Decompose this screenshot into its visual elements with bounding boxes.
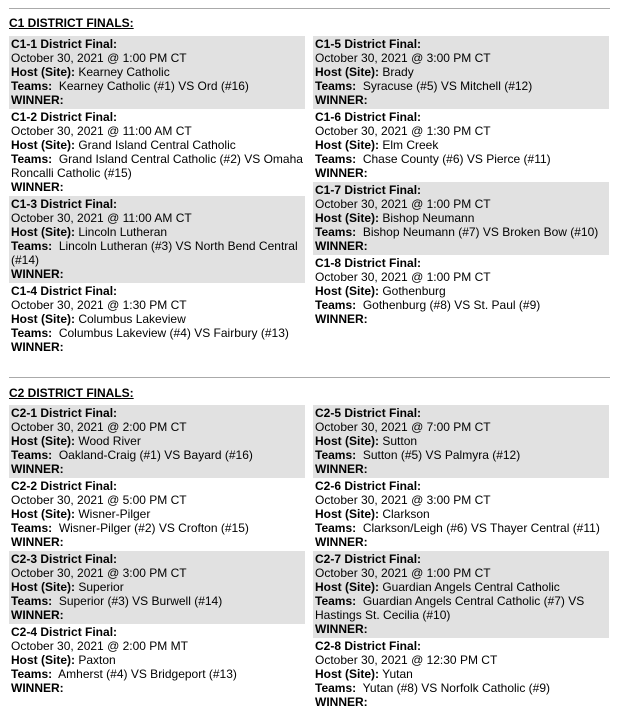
teams-label: Teams: bbox=[11, 521, 53, 535]
section-divider bbox=[9, 8, 610, 9]
winner-label: WINNER: bbox=[11, 462, 64, 476]
teams-label: Teams: bbox=[11, 326, 53, 340]
game-host bbox=[315, 434, 607, 448]
game-title: C1-1 District Final: bbox=[11, 37, 118, 51]
host-label: Host (Site): bbox=[11, 507, 75, 521]
game-date: October 30, 2021 @ 11:00 AM CT bbox=[11, 211, 192, 225]
game-host bbox=[315, 138, 607, 152]
teams-label: Teams: bbox=[11, 239, 53, 253]
teams-value: Amherst (#4) VS Bridgeport (#13) bbox=[58, 667, 237, 681]
teams-label: Teams: bbox=[315, 448, 357, 462]
winner-label: WINNER: bbox=[315, 312, 368, 326]
game-host bbox=[315, 580, 607, 594]
winner-label: WINNER: bbox=[11, 608, 64, 622]
game-host bbox=[315, 284, 607, 298]
winner-label: WINNER: bbox=[11, 681, 64, 695]
host-label: Host (Site): bbox=[315, 211, 379, 225]
host-label: Host (Site): bbox=[315, 434, 379, 448]
game-title: C2-6 District Final: bbox=[315, 479, 422, 493]
c1-left-column bbox=[9, 36, 305, 356]
teams-label: Teams: bbox=[11, 152, 53, 166]
game-title: C2-5 District Final: bbox=[315, 406, 422, 420]
game-date: October 30, 2021 @ 3:00 PM CT bbox=[11, 566, 187, 580]
teams-label: Teams: bbox=[315, 79, 357, 93]
teams-value: Gothenburg (#8) VS St. Paul (#9) bbox=[362, 298, 541, 312]
game-title: C2-3 District Final: bbox=[11, 552, 118, 566]
game-date: October 30, 2021 @ 1:00 PM CT bbox=[315, 270, 491, 284]
host-value: Brady bbox=[382, 65, 414, 79]
host-label: Host (Site): bbox=[315, 65, 379, 79]
game-host bbox=[11, 225, 303, 239]
teams-value: Yutan (#8) VS Norfolk Catholic (#9) bbox=[362, 681, 551, 695]
host-label: Host (Site): bbox=[11, 65, 75, 79]
section-title-c1: C1 DISTRICT FINALS: bbox=[9, 16, 134, 30]
winner-label: WINNER: bbox=[315, 239, 368, 253]
game-card-c2-8 bbox=[313, 638, 609, 711]
game-host bbox=[11, 65, 303, 79]
host-label: Host (Site): bbox=[11, 138, 75, 152]
game-teams bbox=[11, 594, 303, 608]
host-value: Clarkson bbox=[382, 507, 430, 521]
winner-label: WINNER: bbox=[11, 180, 64, 194]
host-label: Host (Site): bbox=[11, 580, 75, 594]
game-host bbox=[315, 507, 607, 521]
game-host bbox=[11, 434, 303, 448]
host-value: Wisner-Pilger bbox=[78, 507, 151, 521]
game-date: October 30, 2021 @ 1:30 PM CT bbox=[315, 124, 491, 138]
host-label: Host (Site): bbox=[315, 507, 379, 521]
winner-label: WINNER: bbox=[315, 622, 368, 636]
teams-label: Teams: bbox=[315, 594, 357, 608]
game-card-c1-8 bbox=[313, 255, 609, 328]
host-value: Superior bbox=[78, 580, 124, 594]
winner-label: WINNER: bbox=[11, 535, 64, 549]
teams-value: Wisner-Pilger (#2) VS Crofton (#15) bbox=[58, 521, 249, 535]
teams-value: Oakland-Craig (#1) VS Bayard (#16) bbox=[58, 448, 253, 462]
host-value: Elm Creek bbox=[382, 138, 439, 152]
game-teams bbox=[11, 326, 303, 340]
game-teams bbox=[315, 448, 607, 462]
game-title: C1-8 District Final: bbox=[315, 256, 422, 270]
c2-right-column bbox=[313, 405, 609, 711]
teams-label: Teams: bbox=[11, 79, 53, 93]
game-teams bbox=[315, 225, 607, 239]
teams-value: Guardian Angels Central Catholic (#7) VS Hastings St. Cecilia (#10) bbox=[315, 594, 585, 622]
game-card-c1-6 bbox=[313, 109, 609, 182]
host-value: Gothenburg bbox=[382, 284, 446, 298]
game-title: C1-6 District Final: bbox=[315, 110, 422, 124]
game-date: October 30, 2021 @ 5:00 PM CT bbox=[11, 493, 187, 507]
game-host bbox=[11, 507, 303, 521]
game-card-c1-3 bbox=[9, 196, 305, 283]
game-host bbox=[315, 65, 607, 79]
section-title-c2: C2 DISTRICT FINALS: bbox=[9, 386, 134, 400]
host-label: Host (Site): bbox=[11, 312, 75, 326]
section-divider bbox=[9, 377, 610, 378]
teams-label: Teams: bbox=[11, 667, 53, 681]
game-date: October 30, 2021 @ 1:00 PM CT bbox=[315, 197, 491, 211]
game-date: October 30, 2021 @ 1:00 PM CT bbox=[315, 566, 491, 580]
host-value: Grand Island Central Catholic bbox=[78, 138, 236, 152]
teams-label: Teams: bbox=[315, 152, 357, 166]
game-host bbox=[315, 211, 607, 225]
winner-label: WINNER: bbox=[11, 340, 64, 354]
winner-label: WINNER: bbox=[315, 93, 368, 107]
game-card-c2-1 bbox=[9, 405, 305, 478]
winner-label: WINNER: bbox=[315, 695, 368, 709]
game-date: October 30, 2021 @ 11:00 AM CT bbox=[11, 124, 192, 138]
game-host bbox=[11, 653, 303, 667]
teams-label: Teams: bbox=[11, 448, 53, 462]
teams-label: Teams: bbox=[315, 681, 357, 695]
game-teams bbox=[315, 79, 607, 93]
host-label: Host (Site): bbox=[315, 667, 379, 681]
winner-label: WINNER: bbox=[315, 166, 368, 180]
host-label: Host (Site): bbox=[315, 580, 379, 594]
host-value: Columbus Lakeview bbox=[78, 312, 186, 326]
game-card-c2-6 bbox=[313, 478, 609, 551]
teams-value: Grand Island Central Catholic (#2) VS Omaha Roncalli Catholic (#15) bbox=[11, 152, 303, 180]
game-title: C2-2 District Final: bbox=[11, 479, 118, 493]
game-teams bbox=[11, 79, 303, 93]
host-value: Yutan bbox=[382, 667, 413, 681]
c1-right-column bbox=[313, 36, 609, 328]
game-teams bbox=[11, 448, 303, 462]
game-card-c2-2 bbox=[9, 478, 305, 551]
game-date: October 30, 2021 @ 2:00 PM MT bbox=[11, 639, 188, 653]
teams-value: Clarkson/Leigh (#6) VS Thayer Central (#11) bbox=[362, 521, 600, 535]
game-teams bbox=[11, 239, 303, 267]
game-card-c2-4 bbox=[9, 624, 305, 697]
game-card-c1-2 bbox=[9, 109, 305, 196]
game-host bbox=[11, 138, 303, 152]
host-value: Kearney Catholic bbox=[78, 65, 170, 79]
game-card-c1-1 bbox=[9, 36, 305, 109]
game-title: C2-8 District Final: bbox=[315, 639, 422, 653]
game-title: C1-7 District Final: bbox=[315, 183, 422, 197]
teams-value: Sutton (#5) VS Palmyra (#12) bbox=[362, 448, 521, 462]
host-value: Paxton bbox=[78, 653, 116, 667]
game-title: C2-7 District Final: bbox=[315, 552, 422, 566]
teams-value: Syracuse (#5) VS Mitchell (#12) bbox=[362, 79, 533, 93]
game-date: October 30, 2021 @ 1:00 PM CT bbox=[11, 51, 187, 65]
game-host bbox=[11, 312, 303, 326]
game-title: C1-5 District Final: bbox=[315, 37, 422, 51]
game-card-c2-5 bbox=[313, 405, 609, 478]
teams-value: Lincoln Lutheran (#3) VS North Bend Central (#14) bbox=[11, 239, 298, 267]
winner-label: WINNER: bbox=[315, 462, 368, 476]
host-label: Host (Site): bbox=[11, 225, 75, 239]
game-teams bbox=[315, 298, 607, 312]
game-date: October 30, 2021 @ 2:00 PM CT bbox=[11, 420, 187, 434]
host-label: Host (Site): bbox=[11, 653, 75, 667]
teams-value: Columbus Lakeview (#4) VS Fairbury (#13) bbox=[58, 326, 289, 340]
game-date: October 30, 2021 @ 3:00 PM CT bbox=[315, 51, 491, 65]
host-value: Lincoln Lutheran bbox=[78, 225, 168, 239]
winner-label: WINNER: bbox=[11, 267, 64, 281]
host-value: Wood River bbox=[78, 434, 141, 448]
winner-label: WINNER: bbox=[11, 93, 64, 107]
game-card-c1-7 bbox=[313, 182, 609, 255]
host-label: Host (Site): bbox=[11, 434, 75, 448]
game-host bbox=[315, 667, 607, 681]
host-label: Host (Site): bbox=[315, 284, 379, 298]
game-teams bbox=[11, 667, 303, 681]
teams-value: Chase County (#6) VS Pierce (#11) bbox=[362, 152, 551, 166]
game-date: October 30, 2021 @ 7:00 PM CT bbox=[315, 420, 491, 434]
teams-label: Teams: bbox=[315, 225, 357, 239]
teams-label: Teams: bbox=[11, 594, 53, 608]
game-title: C1-3 District Final: bbox=[11, 197, 118, 211]
host-value: Guardian Angels Central Catholic bbox=[382, 580, 560, 594]
game-teams bbox=[11, 152, 303, 180]
game-card-c2-3 bbox=[9, 551, 305, 624]
game-teams bbox=[315, 594, 607, 622]
host-value: Bishop Neumann bbox=[382, 211, 475, 225]
winner-label: WINNER: bbox=[315, 535, 368, 549]
teams-label: Teams: bbox=[315, 298, 357, 312]
teams-value: Bishop Neumann (#7) VS Broken Bow (#10) bbox=[362, 225, 599, 239]
game-card-c2-7 bbox=[313, 551, 609, 638]
game-teams bbox=[315, 152, 607, 166]
game-teams bbox=[315, 521, 607, 535]
host-value: Sutton bbox=[382, 434, 418, 448]
game-title: C1-2 District Final: bbox=[11, 110, 118, 124]
teams-value: Kearney Catholic (#1) VS Ord (#16) bbox=[58, 79, 249, 93]
game-card-c1-5 bbox=[313, 36, 609, 109]
game-card-c1-4 bbox=[9, 283, 305, 356]
game-teams bbox=[11, 521, 303, 535]
game-title: C2-4 District Final: bbox=[11, 625, 118, 639]
game-date: October 30, 2021 @ 1:30 PM CT bbox=[11, 298, 187, 312]
game-host bbox=[11, 580, 303, 594]
game-title: C1-4 District Final: bbox=[11, 284, 118, 298]
game-title: C2-1 District Final: bbox=[11, 406, 118, 420]
game-date: October 30, 2021 @ 12:30 PM CT bbox=[315, 653, 498, 667]
teams-label: Teams: bbox=[315, 521, 357, 535]
c2-left-column bbox=[9, 405, 305, 697]
game-date: October 30, 2021 @ 3:00 PM CT bbox=[315, 493, 491, 507]
game-teams bbox=[315, 681, 607, 695]
host-label: Host (Site): bbox=[315, 138, 379, 152]
teams-value: Superior (#3) VS Burwell (#14) bbox=[58, 594, 223, 608]
